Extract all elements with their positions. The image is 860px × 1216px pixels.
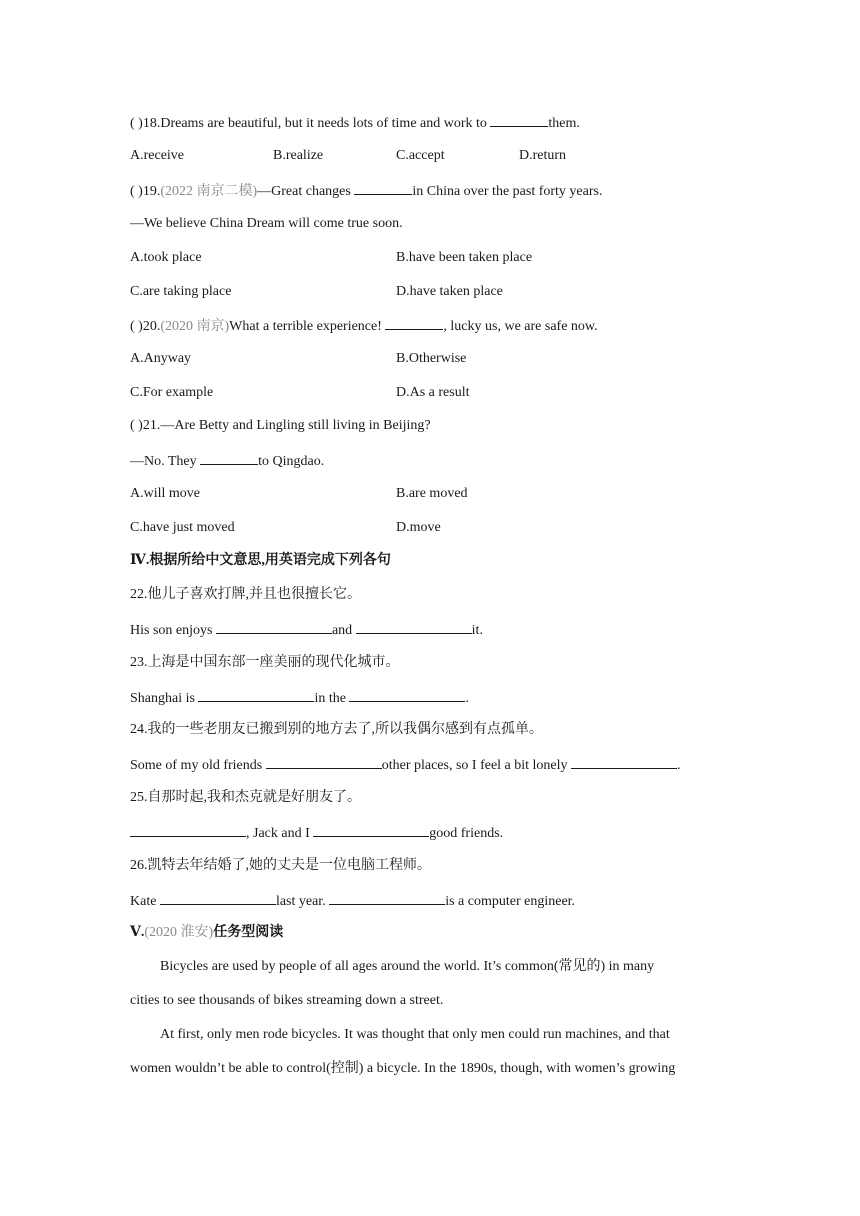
answer-blank — [160, 890, 276, 905]
answer-paren: ( ) — [130, 116, 143, 131]
sentence-part: . — [677, 758, 681, 773]
answer-blank — [216, 619, 332, 634]
section-numeral: Ⅴ. — [130, 925, 145, 940]
question-21-reply — [130, 450, 324, 470]
q25-chinese: 25.自那时起,我和杰克就是好朋友了。 — [130, 790, 361, 805]
answer-blank — [200, 450, 258, 465]
answer-paren: ( ) — [130, 184, 143, 199]
option-c: C.For example — [130, 385, 214, 400]
answer-blank — [490, 112, 548, 127]
question-text: —Great changes — [257, 184, 351, 199]
sentence-part: His son enjoys — [130, 623, 213, 638]
section-5-heading — [130, 923, 283, 943]
answer-blank — [130, 822, 246, 837]
answer-blank — [329, 890, 445, 905]
paragraph-2-line-1: At first, only men rode bicycles. It was thought that only men could run machines, and that — [160, 1027, 670, 1042]
sentence-part: Shanghai is — [130, 691, 195, 706]
q23-english — [130, 687, 469, 707]
sentence-part: Kate — [130, 894, 157, 909]
q24-chinese: 24.我的一些老朋友已搬到别的地方去了,所以我偶尔感到有点孤单。 — [130, 722, 543, 737]
question-number: 20. — [142, 319, 161, 334]
option-b: B.Otherwise — [396, 351, 467, 366]
reply-text-end: to Qingdao. — [258, 454, 325, 469]
question-19 — [130, 180, 602, 200]
sentence-part: Some of my old friends — [130, 758, 263, 773]
question-19-reply: —We believe China Dream will come true soon. — [130, 216, 403, 231]
option-a: A.Anyway — [130, 351, 192, 366]
question-text-end: them. — [548, 116, 580, 131]
question-text: Dreams are beautiful, but it needs lots of time and work to — [160, 116, 487, 131]
q22-english — [130, 619, 483, 639]
answer-paren: ( ) — [130, 418, 143, 433]
question-number: 18. — [142, 116, 161, 131]
sentence-part: , Jack and I — [246, 826, 310, 841]
options-21-row2 — [130, 518, 730, 538]
answer-paren: ( ) — [130, 319, 143, 334]
q22-chinese: 22.他儿子喜欢打牌,并且也很擅长它。 — [130, 587, 361, 602]
option-c: C.are taking place — [130, 284, 232, 299]
question-text-end: in China over the past forty years. — [412, 184, 603, 199]
sentence-part: . — [465, 691, 469, 706]
q25-english — [130, 822, 503, 842]
question-source: (2022 南京二模) — [160, 184, 258, 199]
reply-text: —No. They — [130, 454, 197, 469]
section-source: (2020 淮安) — [144, 925, 214, 940]
question-20 — [130, 315, 598, 335]
paragraph-1-line-2: cities to see thousands of bikes streaming down a street. — [130, 993, 444, 1008]
option-b: B.are moved — [396, 486, 468, 501]
option-b: B.have been taken place — [396, 250, 533, 265]
sentence-part: other places, so I feel a bit lonely — [381, 758, 568, 773]
option-b: B.realize — [273, 148, 324, 163]
options-19-row1 — [130, 248, 730, 268]
answer-blank — [349, 687, 465, 702]
answer-blank — [356, 619, 472, 634]
sentence-part: it. — [471, 623, 483, 638]
sentence-part: in the — [314, 691, 346, 706]
options-18 — [130, 146, 730, 166]
options-20-row1 — [130, 349, 730, 369]
answer-blank — [385, 315, 443, 330]
q26-english — [130, 890, 575, 910]
question-text-end: , lucky us, we are safe now. — [443, 319, 598, 334]
q23-chinese: 23.上海是中国东部一座美丽的现代化城市。 — [130, 655, 400, 670]
sentence-part: is a computer engineer. — [445, 894, 576, 909]
options-19-row2 — [130, 282, 730, 302]
paragraph-1-line-1: Bicycles are used by people of all ages around the world. It’s common(常见的) in many — [160, 959, 655, 974]
option-d: D.As a result — [396, 385, 470, 400]
answer-blank — [313, 822, 429, 837]
option-a: A.receive — [130, 148, 185, 163]
answer-blank — [571, 754, 677, 769]
answer-blank — [354, 180, 412, 195]
option-c: C.have just moved — [130, 520, 235, 535]
section-4-heading: Ⅳ.根据所给中文意思,用英语完成下列各句 — [130, 553, 391, 568]
q26-chinese: 26.凯特去年结婚了,她的丈夫是一位电脑工程师。 — [130, 858, 431, 873]
answer-blank — [198, 687, 314, 702]
option-a: A.will move — [130, 486, 200, 501]
option-d: D.move — [396, 520, 441, 535]
sentence-part: and — [331, 623, 353, 638]
option-a: A.took place — [130, 250, 202, 265]
question-18 — [130, 112, 580, 132]
sentence-part: good friends. — [429, 826, 504, 841]
option-c: C.accept — [396, 148, 445, 163]
question-21 — [130, 416, 431, 436]
question-source: (2020 南京) — [160, 319, 230, 334]
question-text: What a terrible experience! — [229, 319, 382, 334]
options-21-row1 — [130, 484, 730, 504]
option-d: D.have taken place — [396, 284, 503, 299]
options-20-row2 — [130, 383, 730, 403]
option-d: D.return — [519, 148, 567, 163]
section-title: 任务型阅读 — [213, 925, 284, 940]
answer-blank — [266, 754, 382, 769]
sentence-part: last year. — [275, 894, 326, 909]
question-number: 21. — [142, 418, 161, 433]
question-number: 19. — [142, 184, 161, 199]
q24-english — [130, 754, 681, 774]
paragraph-2-line-2: women wouldn’t be able to control(控制) a bicycle. In the 1890s, though, with women’s growing — [130, 1061, 676, 1076]
question-text: —Are Betty and Lingling still living in Beijing? — [160, 418, 431, 433]
